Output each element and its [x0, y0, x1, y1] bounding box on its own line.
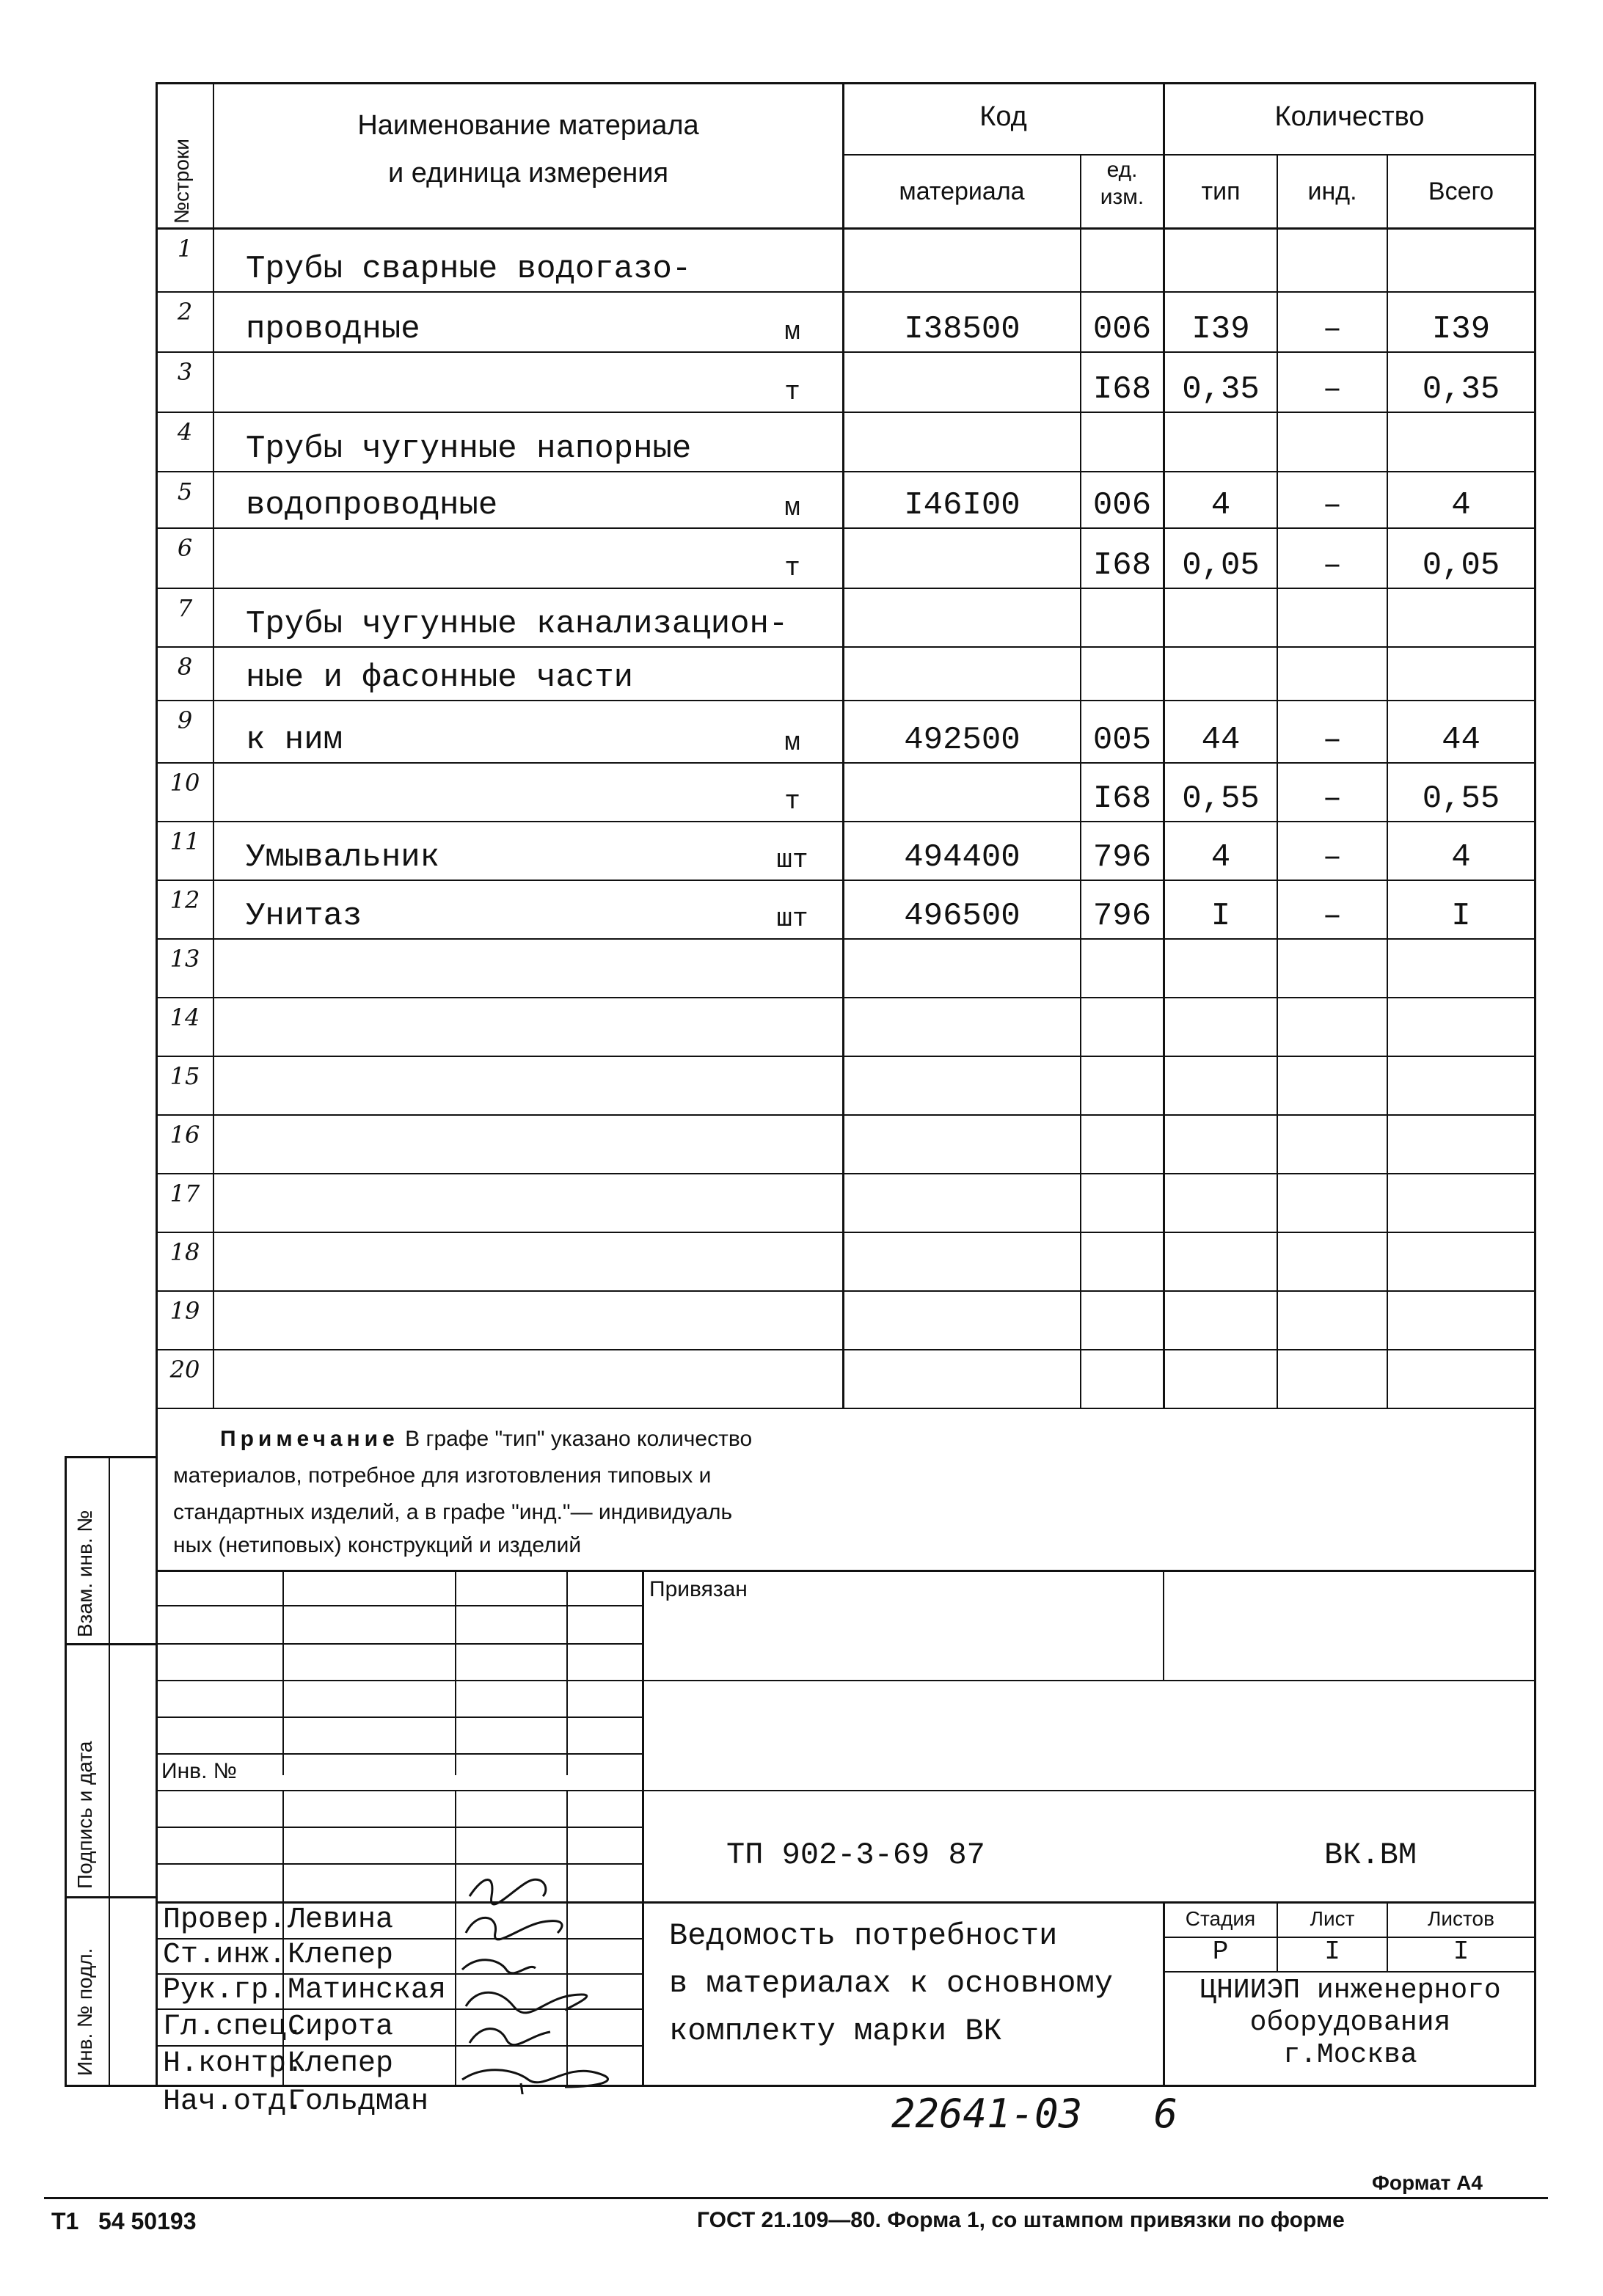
role-label: Ст.инж.: [163, 1939, 287, 1972]
cell-uc: I68: [1092, 780, 1152, 817]
cell-total: 0,35: [1422, 371, 1500, 408]
cell-ind: –: [1322, 371, 1343, 408]
cell-uc: 796: [1092, 839, 1152, 876]
cell-n: 6: [177, 534, 193, 562]
doc-title-line3: комплекту марки ВК: [669, 2014, 1002, 2049]
handwritten-number: 22641-03 6: [891, 2091, 1178, 2137]
side-invpodl-label: Инв. № подл.: [73, 1948, 96, 2076]
cell-uc: 796: [1092, 898, 1152, 935]
side-podpis-label: Подпись и дата: [73, 1741, 96, 1889]
cell-uc: I68: [1092, 547, 1152, 584]
role-name: Сирота: [288, 2011, 394, 2044]
inv-no-label: Инв. №: [161, 1759, 237, 1783]
row-divider: [156, 1114, 1536, 1116]
row-divider: [156, 1408, 1536, 1409]
unit-code-header-1: ед.: [1106, 158, 1138, 182]
row-divider: [156, 821, 1536, 822]
role-label: Н.контр.: [163, 2047, 304, 2080]
material-code-header: материала: [899, 178, 1025, 205]
cell-name: Трубы чугунные напорные: [246, 431, 692, 467]
row-divider: [156, 1056, 1536, 1057]
role-label: Провер.: [163, 1904, 287, 1937]
cell-name: проводные: [246, 311, 420, 348]
ind-header: инд.: [1307, 178, 1357, 205]
cell-n: 1: [177, 235, 193, 263]
row-divider: [156, 291, 1536, 293]
name-header-line1: Наименование материала: [357, 110, 699, 141]
cell-unit: м: [784, 728, 800, 758]
note-title: Примечание: [220, 1427, 399, 1451]
cell-n: 3: [177, 358, 193, 386]
unit-code-header-2: изм.: [1100, 185, 1144, 209]
org-line2: оборудования: [1249, 2007, 1451, 2039]
cell-name: Трубы сварные водогазо-: [246, 251, 692, 288]
cell-n: 18: [169, 1238, 200, 1266]
cell-tip: I: [1211, 898, 1231, 935]
total-header: Всего: [1428, 178, 1494, 205]
sheets-label: Листов: [1428, 1907, 1494, 1930]
doc-code: ТП 902-3-69 87: [726, 1838, 985, 1873]
privyazan-label: Привязан: [649, 1577, 748, 1601]
signature-scribbles: [455, 1867, 646, 2094]
cell-tip: 0,35: [1182, 371, 1260, 408]
cell-n: 15: [169, 1062, 200, 1090]
cell-tip: 0,05: [1182, 547, 1260, 584]
role-label: Рук.гр.: [163, 1974, 287, 2007]
cell-total: 0,55: [1422, 780, 1500, 817]
cell-name: Умывальник: [246, 839, 440, 876]
cell-code: 496500: [904, 898, 1020, 935]
cell-n: 9: [177, 706, 193, 734]
row-divider: [156, 646, 1536, 648]
sheets-value: I: [1453, 1937, 1469, 1967]
name-header-line2: и единица измерения: [387, 158, 669, 189]
cell-name: ные и фасонные части: [246, 659, 634, 696]
cell-tip: I39: [1191, 311, 1250, 348]
cell-ind: –: [1322, 311, 1343, 348]
cell-n: 13: [169, 945, 200, 973]
row-divider: [156, 1173, 1536, 1174]
note-line3: стандартных изделий, а в графе "инд."— индивидуаль: [173, 1500, 733, 1524]
cell-uc: I68: [1092, 371, 1152, 408]
row-divider: [156, 412, 1536, 413]
cell-unit: м: [784, 317, 800, 347]
row-divider: [156, 1290, 1536, 1292]
role-label: Нач.отд.: [163, 2085, 304, 2118]
cell-name: водопроводные: [246, 487, 498, 524]
row-divider: [156, 471, 1536, 472]
format-label: Формат А4: [1372, 2171, 1483, 2194]
cell-uc: 005: [1092, 722, 1152, 758]
org-line1: ЦНИИЭП инженерного: [1199, 1975, 1501, 2006]
cell-unit: т: [784, 786, 800, 816]
cell-n: 19: [169, 1297, 200, 1325]
row-divider: [156, 527, 1536, 529]
quantity-header: Количество: [1274, 101, 1425, 132]
cell-total: 4: [1451, 487, 1471, 524]
cell-total: I: [1451, 898, 1471, 935]
cell-n: 4: [177, 418, 193, 446]
row-divider: [156, 1349, 1536, 1350]
cell-n: 5: [177, 478, 193, 505]
cell-name: Трубы чугунные канализацион-: [246, 606, 789, 643]
cell-ind: –: [1322, 839, 1343, 876]
note-line1: В графе "тип" указано количество: [405, 1427, 753, 1451]
code-header: Код: [979, 101, 1027, 132]
cell-tip: 44: [1201, 722, 1241, 758]
cell-n: 20: [169, 1356, 200, 1383]
cell-ind: –: [1322, 780, 1343, 817]
cell-n: 16: [169, 1121, 200, 1149]
cell-ind: –: [1322, 487, 1343, 524]
cell-n: 11: [169, 827, 200, 855]
role-name: Клепер: [288, 1939, 394, 1972]
role-name: Матинская: [288, 1974, 447, 2007]
doc-title-line1: Ведомость потребности: [669, 1918, 1058, 1953]
role-name: Гольдман: [288, 2085, 429, 2118]
cell-name: Унитаз: [246, 898, 362, 935]
cell-ind: –: [1322, 547, 1343, 584]
rownum-header: №строки: [170, 139, 193, 224]
row-divider: [156, 351, 1536, 353]
row-divider: [156, 588, 1536, 589]
cell-name: к ним: [246, 722, 343, 758]
cell-unit: т: [784, 553, 800, 583]
footer-right: ГОСТ 21.109—80. Форма 1, со штампом привязки по форме: [697, 2208, 1345, 2232]
cell-total: 44: [1442, 722, 1480, 758]
cell-tip: 0,55: [1182, 780, 1260, 817]
cell-total: 4: [1451, 839, 1471, 876]
cell-unit: т: [784, 377, 800, 407]
row-divider: [156, 997, 1536, 998]
cell-unit: шт: [776, 904, 808, 934]
cell-n: 17: [169, 1180, 200, 1207]
cell-tip: 4: [1211, 839, 1231, 876]
footer-left: Т1 54 50193: [51, 2208, 197, 2234]
cell-uc: 006: [1092, 487, 1152, 524]
cell-ind: –: [1322, 722, 1343, 758]
row-divider: [156, 1232, 1536, 1233]
tip-header: тип: [1201, 178, 1241, 205]
role-name: Левина: [288, 1904, 394, 1937]
cell-ind: –: [1322, 898, 1343, 935]
note-line4: ных (нетиповых) конструкций и изделий: [173, 1533, 582, 1557]
cell-tip: 4: [1211, 487, 1231, 524]
cell-n: 2: [177, 298, 193, 326]
cell-total: 0,05: [1422, 547, 1500, 584]
cell-code: I38500: [904, 311, 1020, 348]
role-label: Гл.спец.: [163, 2011, 304, 2044]
cell-total: I39: [1431, 311, 1491, 348]
cell-code: 492500: [904, 722, 1020, 758]
cell-n: 12: [169, 886, 200, 914]
cell-n: 7: [177, 594, 193, 622]
cell-unit: шт: [776, 845, 808, 875]
sheet-label: Лист: [1310, 1907, 1355, 1930]
cell-n: 8: [177, 653, 193, 681]
cell-code: I46I00: [904, 487, 1020, 524]
cell-uc: 006: [1092, 311, 1152, 348]
role-name: Клепер: [288, 2047, 394, 2080]
row-divider: [156, 700, 1536, 701]
sheet-value: I: [1324, 1937, 1340, 1967]
doc-mark: ВК.ВМ: [1324, 1838, 1417, 1873]
row-divider: [156, 938, 1536, 940]
stage-label: Стадия: [1185, 1907, 1256, 1930]
cell-unit: м: [784, 493, 800, 523]
note-line2: материалов, потребное для изготовления типовых и: [173, 1463, 712, 1488]
row-divider: [156, 880, 1536, 881]
cell-n: 10: [169, 769, 200, 797]
doc-title-line2: в материалах к основному: [669, 1966, 1113, 2001]
stage-value: Р: [1212, 1937, 1229, 1967]
row-divider: [156, 762, 1536, 764]
side-vzam-label: Взам. инв. №: [73, 1510, 96, 1637]
cell-code: 494400: [904, 839, 1020, 876]
cell-n: 14: [169, 1003, 200, 1031]
org-line3: г.Москва: [1283, 2039, 1417, 2071]
